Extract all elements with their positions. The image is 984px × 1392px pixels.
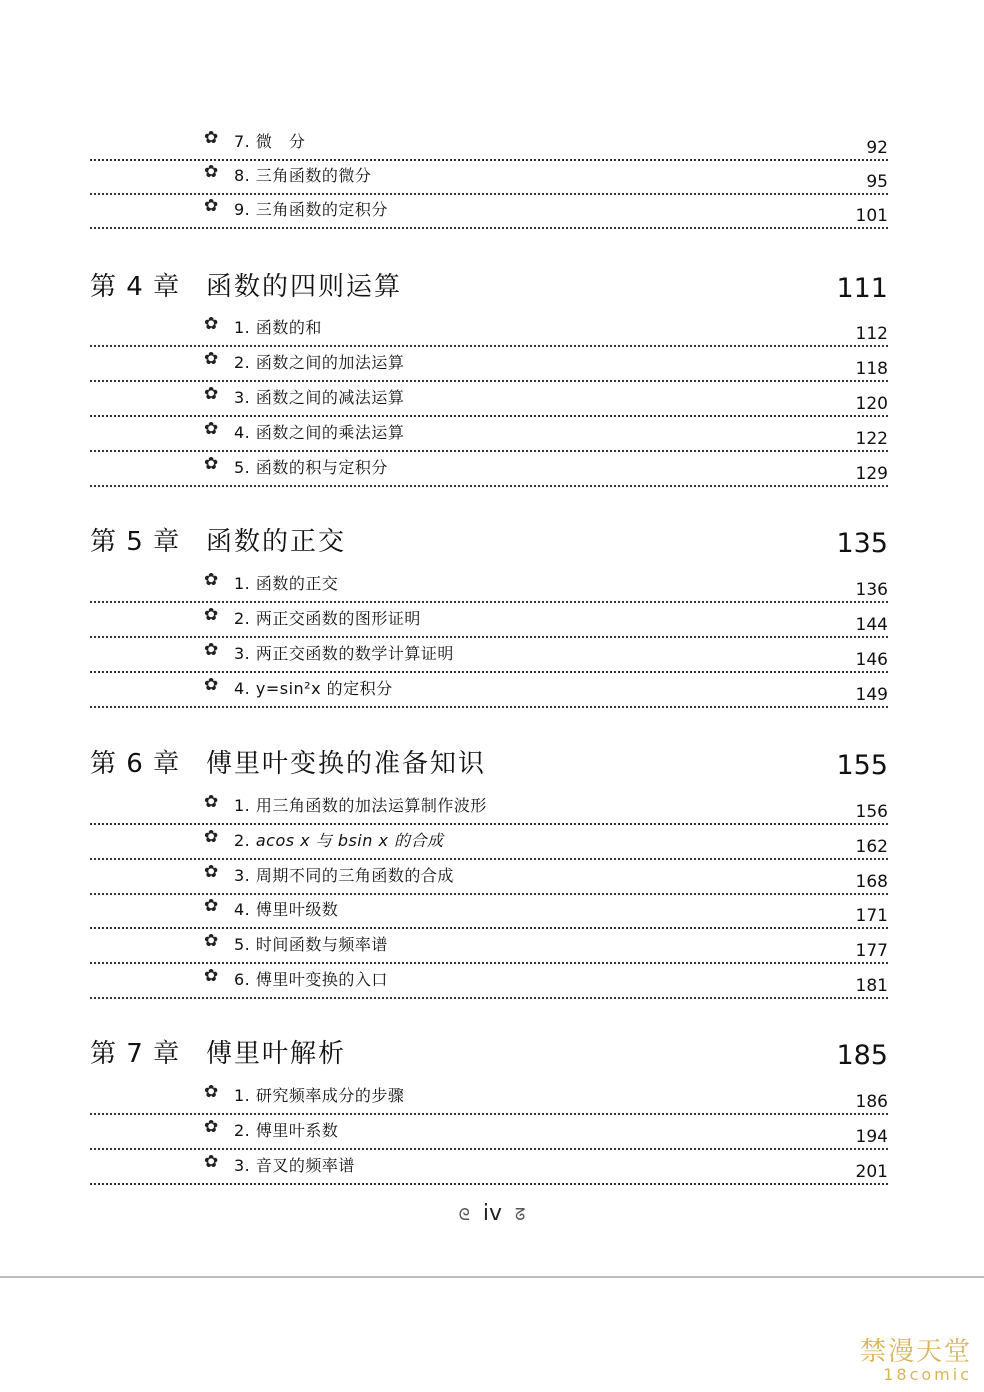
chapter-header[interactable]: [90, 270, 888, 310]
entry-title: 3. 两正交函数的数学计算证明: [234, 644, 454, 663]
dot-leader: [90, 485, 888, 487]
dot-leader: [90, 1148, 888, 1150]
toc-entry[interactable]: [90, 966, 888, 1002]
scan-edge-divider: [0, 1276, 984, 1278]
entry-page-number: 118: [855, 359, 888, 379]
entry-page-number: 194: [855, 1127, 888, 1147]
dot-leader: [90, 823, 888, 825]
entry-page-number: 144: [855, 615, 888, 635]
flower-icon: ✿: [204, 966, 219, 986]
entry-page-number: 112: [855, 324, 888, 344]
entry-title: 3. 周期不同的三角函数的合成: [234, 866, 454, 885]
entry-page-number: 177: [855, 941, 888, 961]
dot-leader: [90, 380, 888, 382]
entry-title: 5. 函数的积与定积分: [234, 458, 388, 477]
entry-title: 1. 函数的正交: [234, 574, 339, 593]
toc-entry[interactable]: [90, 454, 888, 490]
flower-icon: ✿: [204, 314, 219, 334]
flower-icon: ✿: [204, 454, 219, 474]
entry-page-number: 92: [866, 138, 888, 158]
dot-leader: [90, 671, 888, 673]
toc-entry[interactable]: [90, 675, 888, 711]
dot-leader: [90, 1183, 888, 1185]
chapter-label: 第 5 章: [90, 527, 181, 557]
flower-icon: ✿: [204, 605, 219, 625]
chapter-title: 函数的正交: [206, 527, 347, 557]
dot-leader: [90, 893, 888, 895]
flower-icon: ✿: [204, 384, 219, 404]
entry-title: 3. 函数之间的减法运算: [234, 388, 405, 407]
entry-page-number: 136: [855, 580, 888, 600]
chapter-label: 第 6 章: [90, 749, 181, 779]
flower-icon: ✿: [204, 862, 219, 882]
entry-title: 2. 傅里叶系数: [234, 1121, 339, 1140]
entry-page-number: 181: [855, 976, 888, 996]
toc-entry[interactable]: [90, 640, 888, 676]
chapter-page-number: 155: [836, 750, 888, 781]
entry-title: 3. 音叉的频率谱: [234, 1156, 355, 1175]
entry-title: 1. 用三角函数的加法运算制作波形: [234, 796, 487, 815]
entry-page-number: 156: [855, 802, 888, 822]
entry-title: 9. 三角函数的定积分: [234, 200, 388, 219]
ornament-right-icon: ᘔ: [515, 1205, 526, 1224]
flower-icon: ✿: [204, 931, 219, 951]
dot-leader: [90, 415, 888, 417]
chapter-label: 第 7 章: [90, 1039, 181, 1069]
entry-page-number: 168: [855, 872, 888, 892]
entry-page-number: 201: [855, 1162, 888, 1182]
entry-page-number: 162: [855, 837, 888, 857]
chapter-title: 傅里叶解析: [206, 1039, 347, 1069]
flower-icon: ✿: [204, 349, 219, 369]
entry-title: 7. 微 分: [234, 132, 306, 151]
flower-icon: ✿: [204, 162, 219, 182]
entry-page-number: 171: [855, 906, 888, 926]
dot-leader: [90, 450, 888, 452]
entry-title: 6. 傅里叶变换的入口: [234, 970, 388, 989]
watermark-sub-text: 18comic: [883, 1365, 972, 1384]
toc-entry[interactable]: [90, 931, 888, 967]
chapter-title: 函数的四则运算: [206, 272, 403, 302]
chapter-page-number: 135: [836, 528, 888, 559]
entry-title: 4. 傅里叶级数: [234, 900, 339, 919]
entry-page-number: 120: [855, 394, 888, 414]
toc-entry[interactable]: [90, 827, 888, 863]
flower-icon: ✿: [204, 196, 219, 216]
flower-icon: ✿: [204, 896, 219, 916]
flower-icon: ✿: [204, 675, 219, 695]
watermark-logo: [860, 1338, 972, 1384]
entry-title: 5. 时间函数与频率谱: [234, 935, 388, 954]
toc-entry[interactable]: [90, 1082, 888, 1118]
chapter-header[interactable]: [90, 525, 888, 565]
toc-entry[interactable]: [90, 605, 888, 641]
chapter-header[interactable]: [90, 747, 888, 787]
flower-icon: ✿: [204, 128, 219, 148]
toc-entry[interactable]: [90, 162, 888, 198]
entry-page-number: 129: [855, 464, 888, 484]
flower-icon: ✿: [204, 570, 219, 590]
dot-leader: [90, 706, 888, 708]
dot-leader: [90, 1113, 888, 1115]
flower-icon: ✿: [204, 640, 219, 660]
toc-entry[interactable]: [90, 1117, 888, 1153]
dot-leader: [90, 636, 888, 638]
toc-entry[interactable]: [90, 128, 888, 164]
dot-leader: [90, 227, 888, 229]
chapter-page-number: 111: [836, 273, 888, 304]
toc-entry[interactable]: [90, 314, 888, 350]
flower-icon: ✿: [204, 792, 219, 812]
entry-page-number: 101: [855, 206, 888, 226]
chapter-title: 傅里叶变换的准备知识: [206, 749, 487, 779]
toc-entry[interactable]: [90, 792, 888, 828]
page-footer: [0, 1200, 984, 1229]
entry-page-number: 146: [855, 650, 888, 670]
chapter-header[interactable]: [90, 1037, 888, 1077]
toc-entry[interactable]: [90, 862, 888, 898]
dot-leader: [90, 997, 888, 999]
dot-leader: [90, 927, 888, 929]
entry-title: 2. 两正交函数的图形证明: [234, 609, 421, 628]
chapter-label: 第 4 章: [90, 272, 181, 302]
toc-entry[interactable]: [90, 570, 888, 606]
flower-icon: ✿: [204, 1117, 219, 1137]
entry-title: 8. 三角函数的微分: [234, 166, 372, 185]
toc-entry[interactable]: [90, 349, 888, 385]
page-number: iv: [482, 1201, 503, 1226]
toc-entry[interactable]: [90, 1152, 888, 1188]
dot-leader: [90, 962, 888, 964]
entry-page-number: 149: [855, 685, 888, 705]
flower-icon: ✿: [204, 419, 219, 439]
dot-leader: [90, 193, 888, 195]
entry-page-number: 95: [866, 172, 888, 192]
entry-title: 4. 函数之间的乘法运算: [234, 423, 405, 442]
entry-title: 2. acos x 与 bsin x 的合成: [234, 831, 444, 850]
dot-leader: [90, 159, 888, 161]
entry-page-number: 122: [855, 429, 888, 449]
watermark-main-text: 禁漫天堂: [859, 1337, 972, 1367]
toc-entry[interactable]: [90, 384, 888, 420]
toc-entry[interactable]: [90, 896, 888, 932]
entry-title: 1. 研究频率成分的步骤: [234, 1086, 405, 1105]
entry-title: 2. 函数之间的加法运算: [234, 353, 405, 372]
toc-entry[interactable]: [90, 196, 888, 232]
dot-leader: [90, 858, 888, 860]
entry-title: 1. 函数的和: [234, 318, 322, 337]
flower-icon: ✿: [204, 827, 219, 847]
toc-entry[interactable]: [90, 419, 888, 455]
entry-title: 4. y=sin²x 的定积分: [234, 679, 393, 698]
chapter-page-number: 185: [836, 1040, 888, 1071]
flower-icon: ✿: [204, 1082, 219, 1102]
dot-leader: [90, 601, 888, 603]
ornament-left-icon: ᘓ: [458, 1205, 470, 1224]
dot-leader: [90, 345, 888, 347]
flower-icon: ✿: [204, 1152, 219, 1172]
entry-page-number: 186: [855, 1092, 888, 1112]
